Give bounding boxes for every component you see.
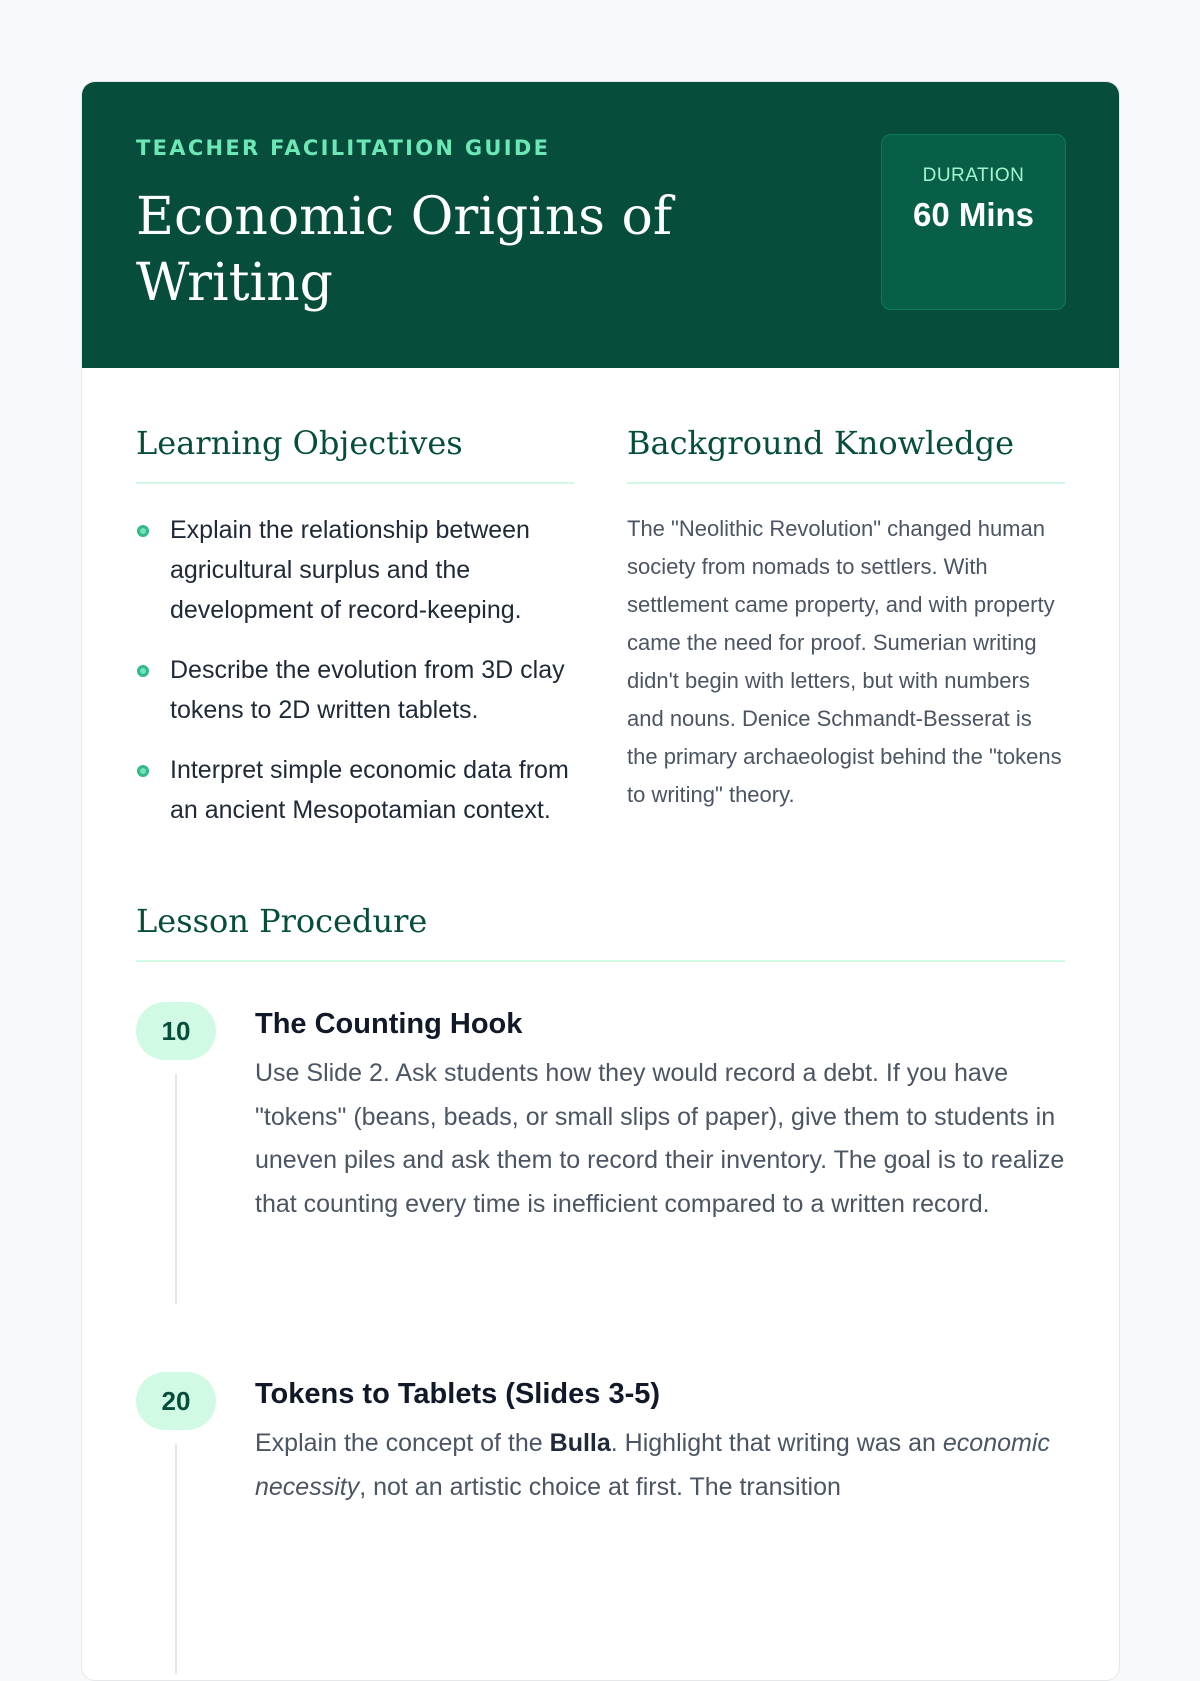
background-knowledge-section (627, 420, 1065, 850)
bullet-icon (137, 665, 149, 677)
step-minutes-badge: 20 (136, 1372, 216, 1430)
lesson-procedure-heading: Lesson Procedure (136, 898, 1065, 962)
step-text-bold: Bulla (549, 1429, 611, 1457)
timeline-connector (175, 1444, 177, 1674)
step-text-part: . Highlight that writing was an (610, 1429, 943, 1457)
procedure-step (136, 1002, 1065, 1302)
list-item (136, 650, 574, 730)
guide-card (81, 81, 1120, 1681)
step-title: The Counting Hook (255, 1008, 523, 1040)
lesson-procedure-section (136, 898, 1065, 1672)
duration-badge (881, 134, 1066, 310)
list-item (136, 750, 574, 830)
duration-label: DURATION (922, 165, 1025, 186)
list-item (136, 510, 574, 630)
timeline-connector (175, 1074, 177, 1304)
background-text: The "Neolithic Revolution" changed human society from nomads to settlers. With settlement came property, and with property came the need for proof. Sumerian writing didn't begin with letters, but with numbers and nouns. Denice Schmandt-Besserat is the primary archaeologist behind the "tokens to writing" theory. (627, 516, 1062, 807)
page-title: Economic Origins of Writing (136, 187, 673, 313)
learning-objectives-section (136, 420, 574, 850)
step-text-part: Explain the concept of the (255, 1429, 550, 1457)
objective-text: Interpret simple economic data from an ancient Mesopotamian context. (170, 756, 569, 824)
guide-header (82, 82, 1119, 368)
guide-eyebrow: TEACHER FACILITATION GUIDE (136, 136, 551, 160)
guide-body (82, 368, 1119, 1672)
step-description: Use Slide 2. Ask students how they would record a debt. If you have "tokens" (beans, beads, or small slips of paper), give them to students in uneven piles and ask them to record their inventory. The goal is to realize that counting every time is inefficient compared to a written record. (255, 1059, 1065, 1218)
step-description (255, 1422, 1065, 1509)
objective-text: Describe the evolution from 3D clay tokens to 2D written tablets. (170, 656, 565, 724)
procedure-steps (136, 1002, 1065, 1672)
intro-columns (136, 420, 1065, 850)
bullet-icon (137, 765, 149, 777)
step-text-part: , not an artistic choice at first. The transition (359, 1472, 841, 1501)
step-minutes-badge: 10 (136, 1002, 216, 1060)
objective-text: Explain the relationship between agricultural surplus and the development of record-keeping. (170, 516, 530, 624)
procedure-step (136, 1372, 1065, 1672)
step-title: Tokens to Tablets (Slides 3-5) (255, 1378, 661, 1410)
learning-objectives-heading: Learning Objectives (136, 420, 574, 484)
objectives-list (136, 510, 574, 830)
duration-value: 60 Mins (912, 196, 1035, 233)
bullet-icon (137, 525, 149, 537)
background-knowledge-heading: Background Knowledge (627, 420, 1065, 484)
step-text-italic: economic necessity (255, 1429, 1050, 1501)
